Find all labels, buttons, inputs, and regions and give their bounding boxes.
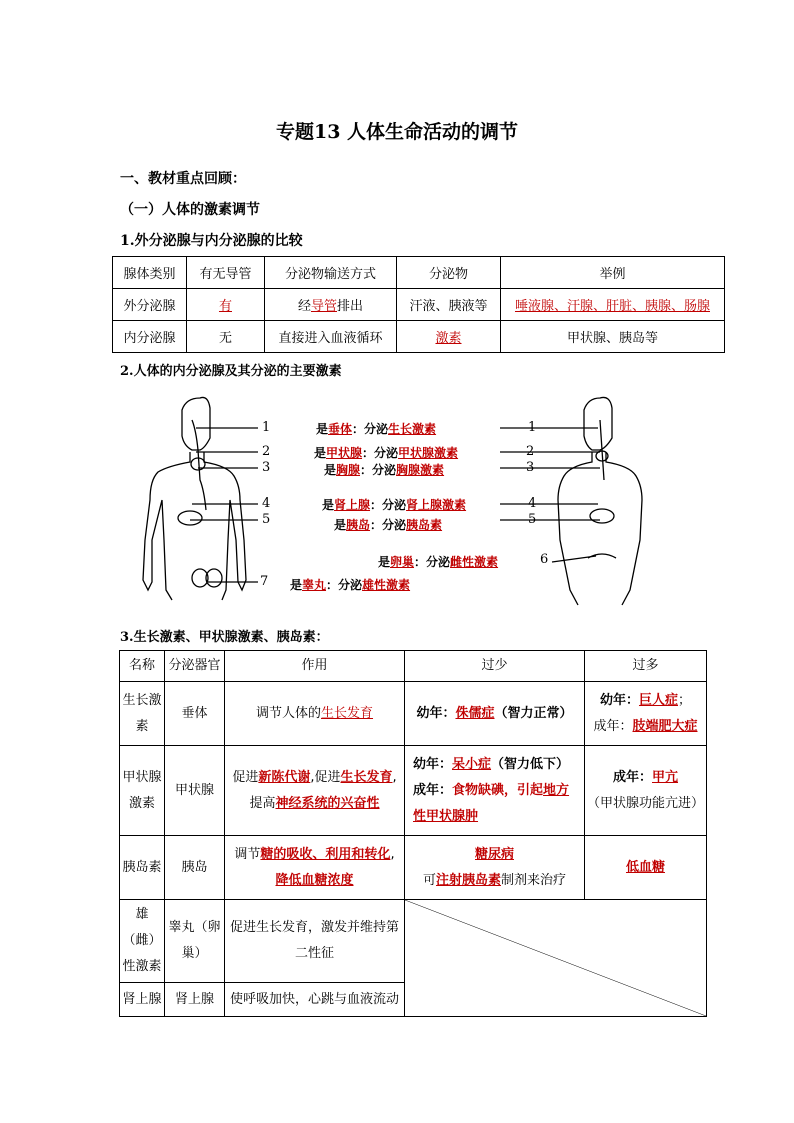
cell [585,746,707,836]
cell: 使呼吸加快，心跳与血液流动 [225,983,405,1017]
subsection-heading: （一）人体的激素调节 [120,202,260,218]
cell [187,289,265,321]
cell: 外分泌腺 [113,289,187,321]
text: 成年： [612,769,652,785]
answer: 低血糖 [625,859,665,875]
answer: 生长激素 [388,422,437,436]
cell [397,321,501,353]
line [407,752,582,778]
cell [405,682,585,746]
line [227,868,402,894]
gland-label [314,444,458,461]
table-row [120,682,707,746]
cell: 直接进入血液循环 [265,321,397,353]
text: 促进 [232,769,259,785]
left-head-outline [182,397,210,450]
answer: 雌性激素 [450,555,499,569]
cell [501,289,725,321]
answer: 甲亢 [652,769,679,785]
text: ：分泌 [370,518,407,532]
header-cell: 过多 [585,651,707,682]
cell: 雄（雌）性激素 [120,900,165,983]
cell [405,836,585,900]
text: 食物缺碘，引起 [452,782,544,798]
cell: 生长激素 [120,682,165,746]
table-row [120,746,707,836]
cell: 内分泌腺 [113,321,187,353]
gland-label [334,516,442,533]
text: 是 [322,498,335,512]
cell: 肾上腺 [120,983,165,1017]
table-header-row [120,651,707,682]
cell: 甲状腺激素 [120,746,165,836]
line: （甲状腺功能亢进） [587,795,705,811]
text: 是 [334,518,347,532]
right-body-outline [558,452,592,605]
text: 调节 [234,846,261,862]
text: ：分泌 [370,498,407,512]
line [227,791,402,817]
text: 提高 [249,795,276,811]
left-body-outline-r [204,452,246,600]
item-heading-3 [120,626,329,645]
answer: 唾液腺、汗腺、肝脏、胰腺、肠腺 [514,299,710,314]
item-heading-1: 1.外分泌腺与内分泌腺的比较 [120,233,303,249]
text: ,促进 [310,769,341,785]
label-number: 1 [528,420,537,435]
cell: 睾丸（卵巢） [165,900,225,983]
text: （智力正常） [494,705,573,721]
text: ：分泌 [326,578,363,592]
answer: 雄性激素 [362,578,411,592]
label-number: 5 [262,512,271,527]
text: , [392,769,397,785]
answer: 甲状腺激素 [398,446,459,460]
answer: 巨人症 [638,692,678,708]
answer: 导管 [310,299,337,314]
cell [405,746,585,836]
label-number: 7 [260,574,269,589]
left-body-outline [143,452,190,600]
answer: 神经系统的兴奋性 [275,795,380,811]
cell: 肾上腺 [165,983,225,1017]
text: 幼年： [599,692,639,708]
cell: 胰岛素 [120,836,165,900]
answer: 肢端肥大症 [632,718,698,734]
text: 幼年： [416,705,456,721]
answer: 甲状腺 [326,446,363,460]
text: 是 [290,578,303,592]
answer: 卵巢 [390,555,415,569]
text: ； [678,692,692,708]
gland-label [324,461,444,478]
line [587,765,704,791]
text: （智力低下） [491,756,570,772]
cell [585,836,707,900]
line [227,842,402,868]
cell [265,289,397,321]
label-number: 4 [528,496,537,511]
text: ：分泌 [352,422,389,436]
answer: 生长发育 [321,705,374,721]
cell: 促进生长发育，激发并维持第二性征 [225,900,405,983]
answer: 糖的吸收、利用和转化 [260,846,391,862]
text: , [390,846,395,862]
gland-label [290,576,410,593]
header-cell: 分泌物输送方式 [265,257,397,289]
answer: 激素 [435,331,462,346]
cell: 垂体 [165,682,225,746]
gland-label [322,496,466,513]
text: 是 [314,446,327,460]
text: ：分泌 [360,463,397,477]
answer: 呆小症 [452,756,492,772]
right-body-outline-r [606,452,642,605]
text: 制剂来治疗 [501,872,567,888]
text: 排出 [337,299,364,314]
cell [225,836,405,900]
answer: 肾上腺 [334,498,371,512]
text: 是 [378,555,391,569]
answer: 新陈代谢 [258,769,311,785]
answer: 有 [218,299,232,314]
answer: 地方性甲状腺肿 [413,782,570,824]
answer: 胰岛 [346,518,371,532]
answer: 生长发育 [340,769,393,785]
label-number: 3 [526,460,535,475]
line [587,714,704,740]
label-number: 3 [262,460,271,475]
right-head-outline [584,397,612,450]
line [407,778,582,830]
label-number: 2 [262,444,271,459]
text: 成年： [593,718,633,734]
table-row [120,900,707,983]
text: 经 [297,299,311,314]
endocrine-diagram [140,390,660,615]
item-heading-2: 2.人体的内分泌腺及其分泌的主要激素 [120,364,342,379]
table-row [113,289,725,321]
table-row [120,836,707,900]
header-cell: 分泌物 [397,257,501,289]
table-row [113,321,725,353]
line [407,868,582,894]
text: ：分泌 [362,446,399,460]
page-title: 专题13 人体生命活动的调节 [275,121,519,143]
answer: 胸腺激素 [396,463,445,477]
line [407,842,582,868]
text: 是 [316,422,329,436]
answer: 睾丸 [302,578,327,592]
cell [225,682,405,746]
text: 可 [422,872,436,888]
answer: 胰岛素 [406,518,443,532]
crossed-empty-cell [405,900,707,1017]
text: 成年： [413,782,453,798]
cell: 甲状腺 [165,746,225,836]
cell [225,746,405,836]
text: 幼年： [413,756,453,772]
hormone-table [119,650,707,1017]
cell [585,682,707,746]
answer: 胸腺 [336,463,361,477]
header-cell: 举例 [501,257,725,289]
header-cell: 分泌器官 [165,651,225,682]
header-cell: 作用 [225,651,405,682]
answer: 肾上腺激素 [406,498,467,512]
text: ：分泌 [414,555,451,569]
line [227,765,402,791]
cell: 甲状腺、胰岛等 [501,321,725,353]
line [587,688,704,714]
gland-comparison-table [112,256,725,353]
cell: 胰岛 [165,836,225,900]
header-cell: 有无导管 [187,257,265,289]
answer: 糖尿病 [474,846,514,862]
label-number: 6 [540,552,549,567]
answer: 注射胰岛素 [435,872,501,888]
label-number: 4 [262,496,271,511]
table-header-row [113,257,725,289]
gland-label [378,553,498,570]
label-number: 1 [262,420,271,435]
left-trachea [192,420,206,510]
text: 调节人体的 [255,705,321,721]
header-cell: 腺体类别 [113,257,187,289]
text: 3.生长激素、甲状腺激素、胰岛素： [120,630,329,645]
header-cell: 过少 [405,651,585,682]
label-number: 2 [526,444,535,459]
answer: 降低血糖浓度 [275,872,354,888]
answer: 垂体 [328,422,353,436]
text: 是 [324,463,337,477]
gland-label [316,420,436,437]
cell: 汗液、胰液等 [397,289,501,321]
cell: 无 [187,321,265,353]
section-heading: 一、教材重点回顾： [120,171,246,187]
label-number: 5 [528,512,537,527]
answer: 侏儒症 [455,705,495,721]
diagonal-line [405,900,706,1016]
header-cell: 名称 [120,651,165,682]
